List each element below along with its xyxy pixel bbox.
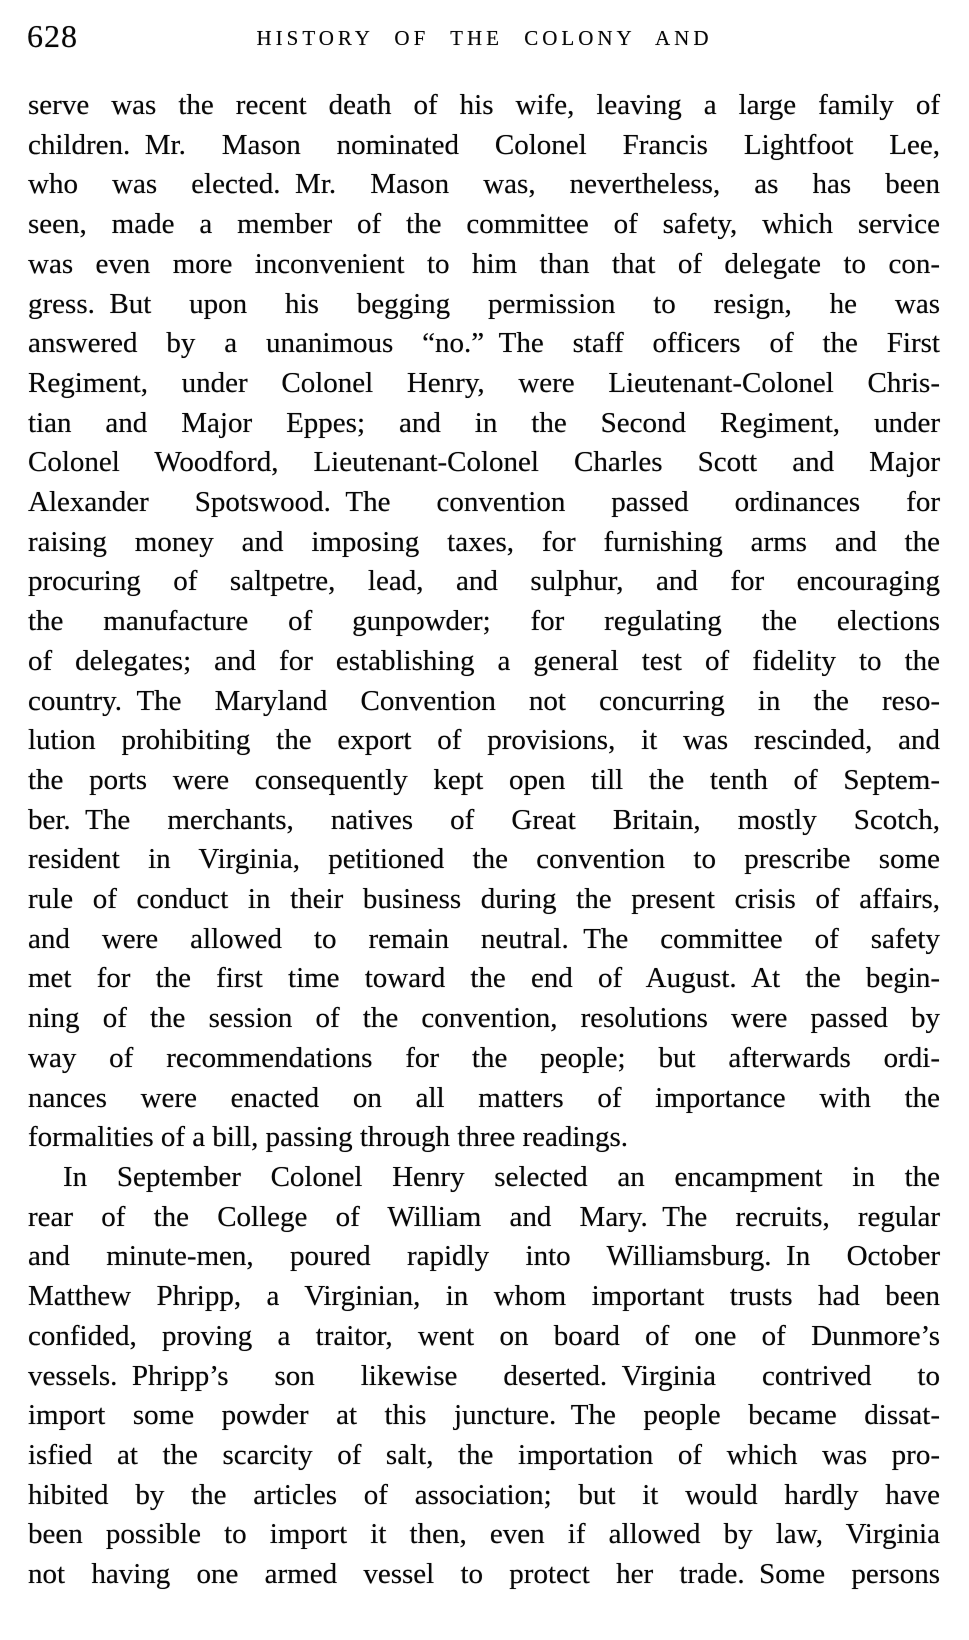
text-line: Matthew Phripp, a Virginian, in whom important trusts had been (28, 1280, 940, 1313)
text-line: the manufacture of gunpowder; for regulating the elections (28, 605, 940, 638)
text-line: Alexander Spotswood. The convention passed ordinances for (28, 486, 940, 519)
text-line: who was elected. Mr. Mason was, nevertheless, as has been (28, 168, 940, 201)
text-line: met for the first time toward the end of August. At the begin- (28, 962, 940, 995)
text-line: lution prohibiting the export of provisions, it was rescinded, and (28, 724, 940, 757)
text-line: import some powder at this juncture. The people became dissat- (28, 1399, 940, 1432)
text-line: Regiment, under Colonel Henry, were Lieutenant-Colonel Chris- (28, 366, 940, 399)
text-line: ning of the session of the convention, resolutions were passed by (28, 1002, 940, 1035)
page-number: 628 (27, 18, 78, 54)
text-line: formalities of a bill, passing through three readings. (28, 1121, 628, 1154)
text-line: ber. The merchants, natives of Great Britain, mostly Scotch, (28, 803, 940, 836)
text-line: was even more inconvenient to him than that of delegate to con- (28, 247, 940, 280)
text-line: confided, proving a traitor, went on board of one of Dunmore’s (28, 1319, 940, 1352)
running-header: HISTORY OF THE COLONY AND (256, 26, 713, 50)
text-line: children. Mr. Mason nominated Colonel Francis Lightfoot Lee, (28, 128, 940, 161)
text-line: not having one armed vessel to protect her trade. Some persons (28, 1558, 940, 1591)
text-line: procuring of saltpetre, lead, and sulphur, and for encouraging (28, 565, 940, 598)
text-line: serve was the recent death of his wife, leaving a large family of (28, 89, 940, 121)
text-line: way of recommendations for the people; but afterwards ordi- (28, 1041, 940, 1074)
text-line: isfied at the scarcity of salt, the importation of which was pro- (28, 1438, 940, 1471)
paragraph (28, 86, 940, 1158)
text-line: answered by a unanimous “no.” The staff officers of the First (28, 327, 940, 360)
text-line: country. The Maryland Convention not concurring in the reso- (28, 684, 940, 717)
text-line: tian and Major Eppes; and in the Second Regiment, under (28, 406, 940, 439)
text-line: hibited by the articles of association; but it would hardly have (28, 1478, 940, 1511)
text-line: nances were enacted on all matters of importance with the (28, 1081, 940, 1114)
text-line: Colonel Woodford, Lieutenant-Colonel Charles Scott and Major (28, 446, 940, 479)
text-line: resident in Virginia, petitioned the convention to prescribe some (28, 843, 940, 876)
text-line: In September Colonel Henry selected an encampment in the (63, 1160, 940, 1193)
text-line: and minute-men, poured rapidly into Williamsburg. In October (28, 1240, 940, 1273)
text-line: rule of conduct in their business during the present crisis of affairs, (28, 883, 940, 916)
text-line: rear of the College of William and Mary. The recruits, regular (28, 1200, 940, 1233)
body-text (28, 86, 940, 1595)
text-line: seen, made a member of the committee of safety, which service (28, 208, 940, 241)
text-line: of delegates; and for establishing a general test of fidelity to the (28, 644, 940, 677)
paragraph (28, 1158, 940, 1595)
text-line: vessels. Phripp’s son likewise deserted. Virginia contrived to (28, 1359, 940, 1392)
text-line: gress. But upon his begging permission to resign, he was (28, 287, 940, 320)
text-line: and were allowed to remain neutral. The committee of safety (28, 922, 940, 955)
text-line: the ports were consequently kept open till the tenth of Septem- (28, 763, 940, 796)
text-line: been possible to import it then, even if allowed by law, Virginia (28, 1518, 940, 1551)
text-line: raising money and imposing taxes, for furnishing arms and the (28, 525, 940, 558)
